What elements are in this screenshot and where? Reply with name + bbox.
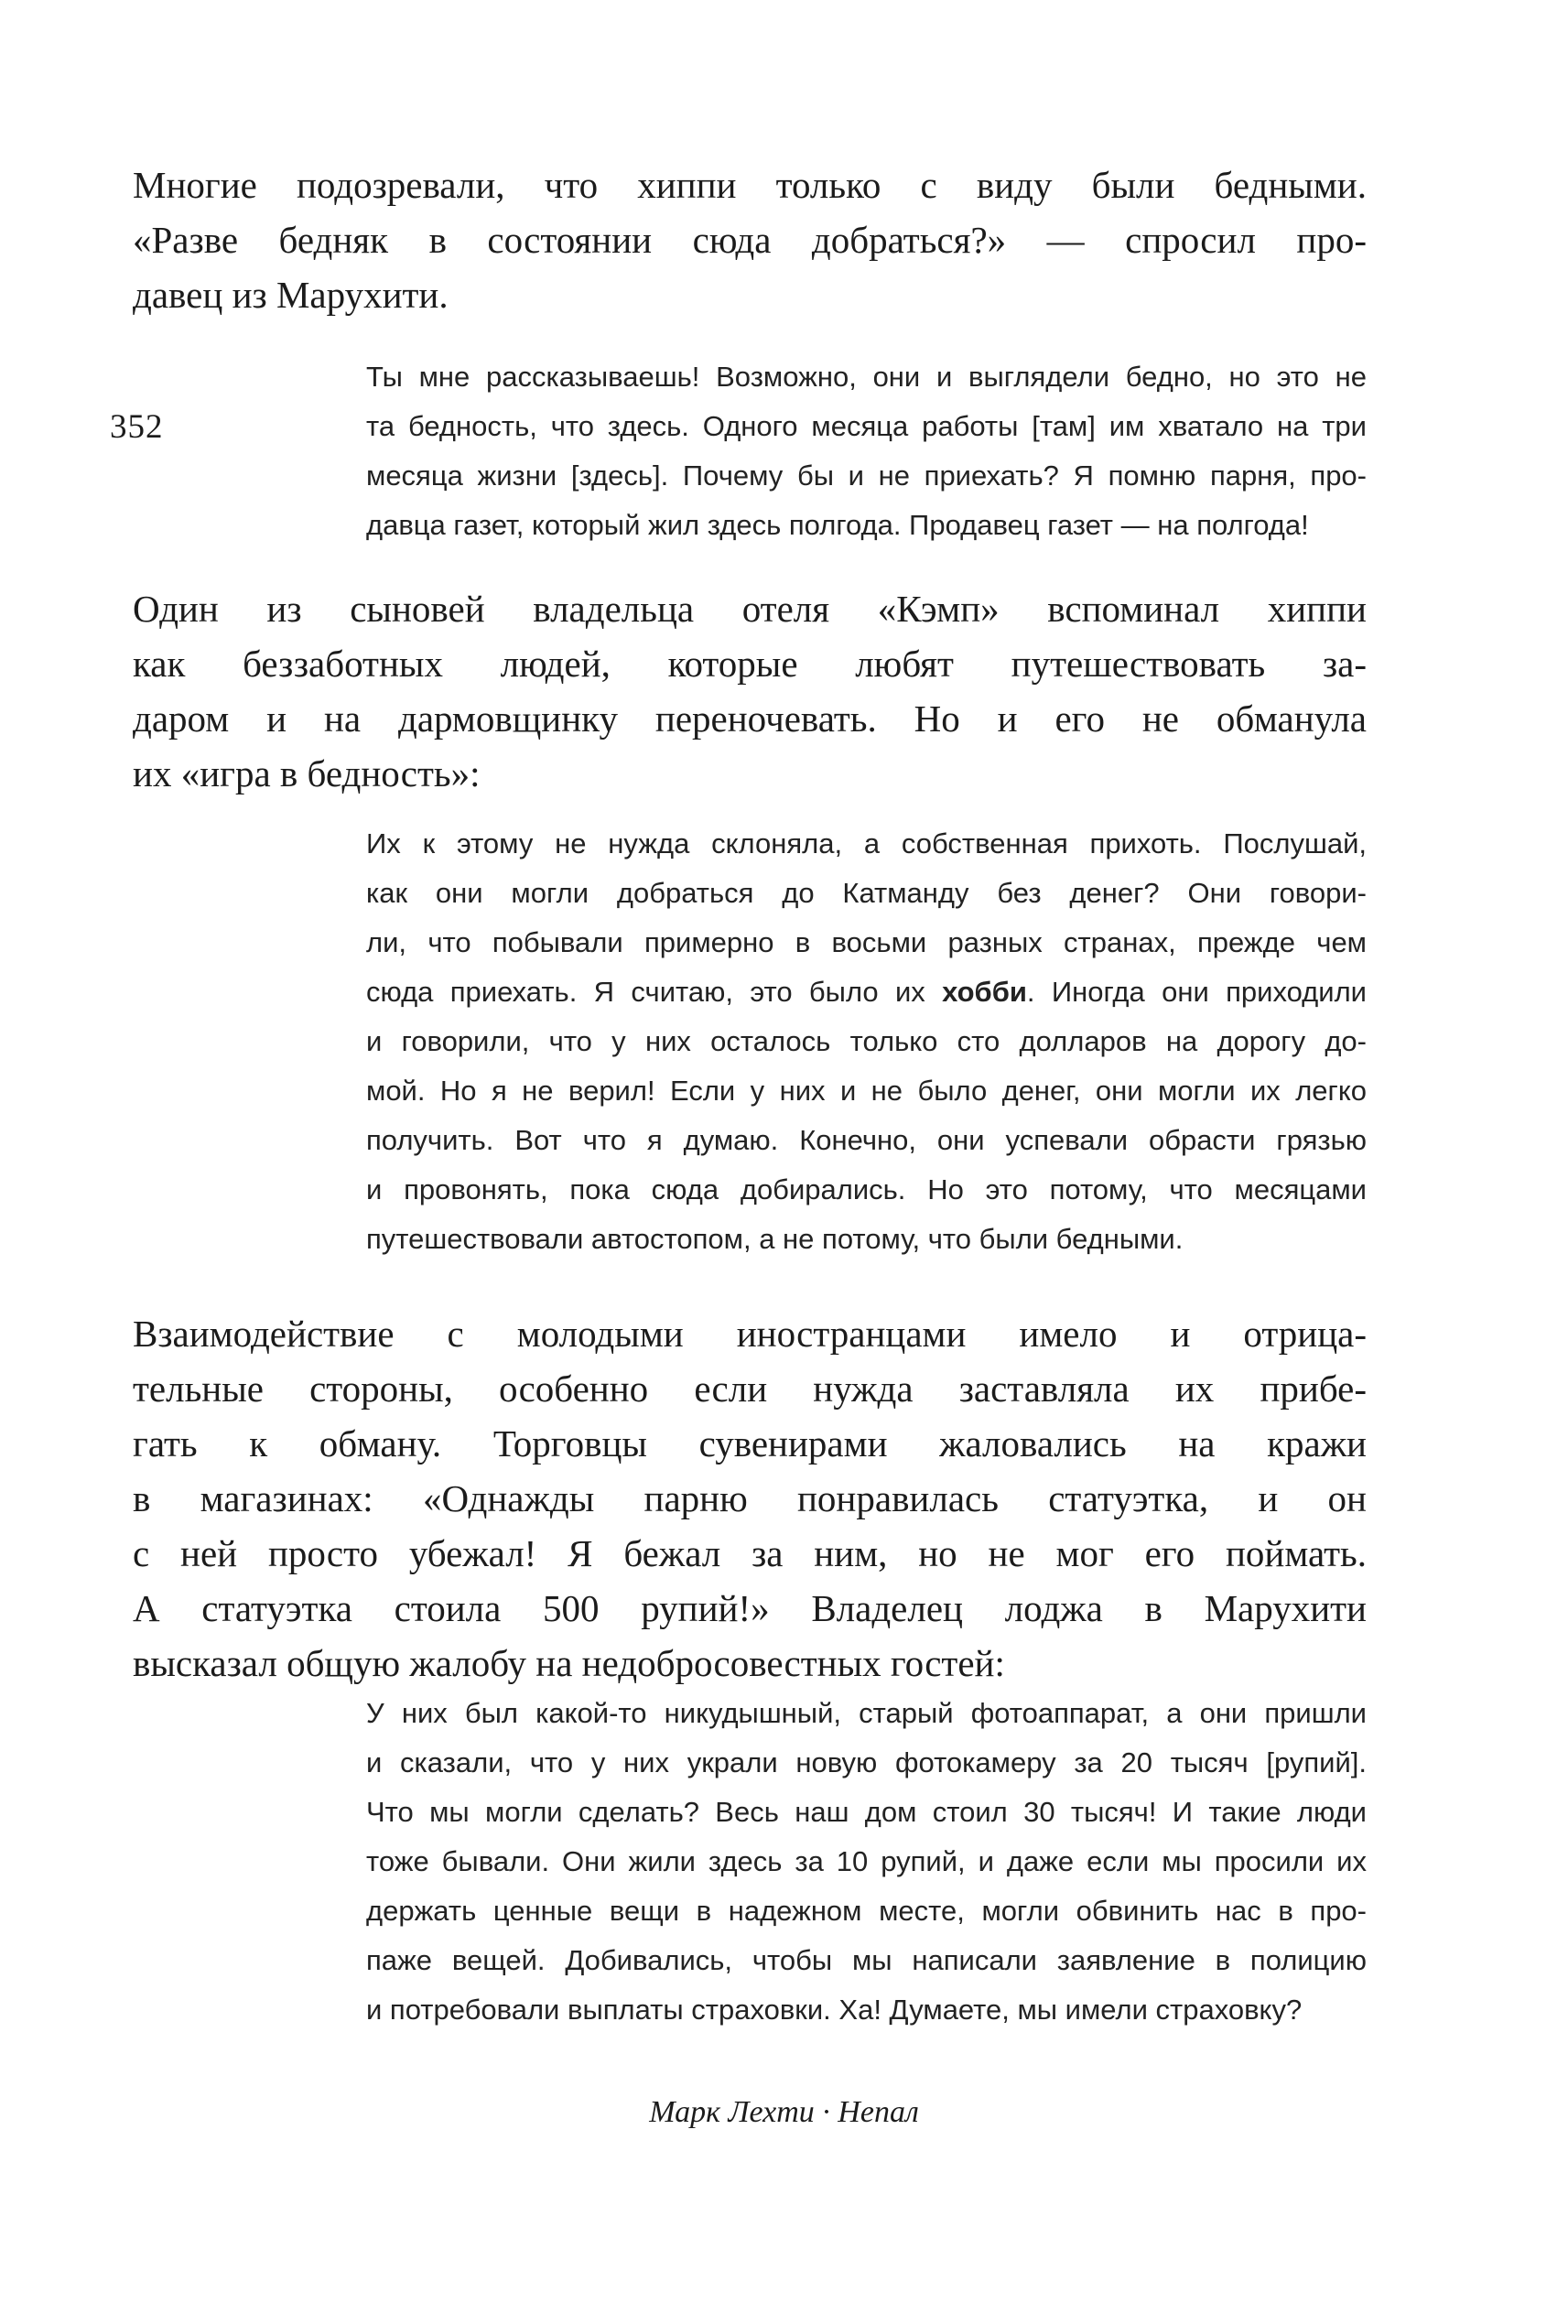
text-line: получить. Вот что я думаю. Конечно, они успевали обрасти грязью xyxy=(366,1124,1367,1156)
text-line: Их к этому не нужда склоняла, а собственная прихоть. Послушай, xyxy=(366,827,1367,859)
text-line: тельные стороны, особенно если нужда заставляла их прибе- xyxy=(133,1367,1367,1410)
text-line: Один из сыновей владельца отеля «Кэмп» вспоминал хиппи xyxy=(133,588,1367,630)
text-line: давца газет, который жил здесь полгода. Продавец газет — на полгода! xyxy=(366,509,1309,541)
text-line: путешествовали автостопом, а не потому, что были бедными. xyxy=(366,1223,1184,1255)
text-line: та бедность, что здесь. Одного месяца работы [там] им хватало на три xyxy=(366,410,1367,442)
text-line: давец из Марухити. xyxy=(133,274,449,316)
text-line: как они могли добраться до Катманду без денег? Они говори- xyxy=(366,877,1367,909)
text-line: высказал общую жалобу на недобросовестных гостей: xyxy=(133,1642,1005,1684)
text-line: даром и на дармовщинку переночевать. Но и его не обманула xyxy=(133,697,1367,740)
text-line: Ты мне рассказываешь! Возможно, они и выглядели бедно, но это не xyxy=(366,361,1367,393)
text-line: как беззаботных людей, которые любят путешествовать за- xyxy=(133,643,1367,685)
text-line: с ней просто убежал! Я бежал за ним, но не мог его поймать. xyxy=(133,1532,1367,1574)
text-line: месяца жизни [здесь]. Почему бы и не приехать? Я помню парня, про- xyxy=(366,459,1367,492)
text-line: сюда приехать. Я считаю, это было их хобби. Иногда они приходили xyxy=(366,976,1367,1008)
text-line: их «игра в бедность»: xyxy=(133,752,481,794)
quote-block-1 xyxy=(366,352,1367,550)
text-line: Что мы могли сделать? Весь наш дом стоил 30 тысяч! И такие люди xyxy=(366,1796,1367,1828)
text-line: и говорили, что у них осталось только сто долларов на дорогу до- xyxy=(366,1025,1367,1057)
text-line: тоже бывали. Они жили здесь за 10 рупий, и даже если мы просили их xyxy=(366,1845,1367,1877)
text-line: Взаимодействие с молодыми иностранцами имело и отрица- xyxy=(133,1313,1367,1355)
quote-block-3 xyxy=(366,1689,1367,2035)
text-line: А статуэтка стоила 500 рупий!» Владелец лоджа в Марухити xyxy=(133,1587,1367,1629)
text-line: и сказали, что у них украли новую фотокамеру за 20 тысяч [рупий]. xyxy=(366,1746,1367,1778)
paragraph-2 xyxy=(133,581,1367,801)
text-line: У них был какой-то никудышный, старый фотоаппарат, а они пришли xyxy=(366,1697,1367,1729)
text-line: паже вещей. Добивались, чтобы мы написали заявление в полицию xyxy=(366,1944,1367,1976)
quote-block-2 xyxy=(366,819,1367,1264)
paragraph-3 xyxy=(133,1306,1367,1691)
text-line: «Разве бедняк в состоянии сюда добраться?» — спросил про- xyxy=(133,219,1367,261)
text-line: и провонять, пока сюда добирались. Но это потому, что месяцами xyxy=(366,1173,1367,1205)
text-line: в магазинах: «Однажды парню понравилась статуэтка, и он xyxy=(133,1477,1367,1519)
text-line: ли, что побывали примерно в восьми разных странах, прежде чем xyxy=(366,926,1367,958)
paragraph-1 xyxy=(133,157,1367,322)
text-line: держать ценные вещи в надежном месте, могли обвинить нас в про- xyxy=(366,1895,1367,1927)
running-footer-author-title: Марк Лехти · Непал xyxy=(649,2095,919,2129)
text-line: мой. Но я не верил! Если у них и не было денег, они могли их легко xyxy=(366,1075,1367,1107)
text-line: гать к обману. Торговцы сувенирами жаловались на кражи xyxy=(133,1422,1367,1465)
text-line: Многие подозревали, что хиппи только с виду были бедными. xyxy=(133,164,1367,206)
text-line: и потребовали выплаты страховки. Ха! Думаете, мы имели страховку? xyxy=(366,1994,1303,2026)
page-number: 352 xyxy=(110,408,164,446)
